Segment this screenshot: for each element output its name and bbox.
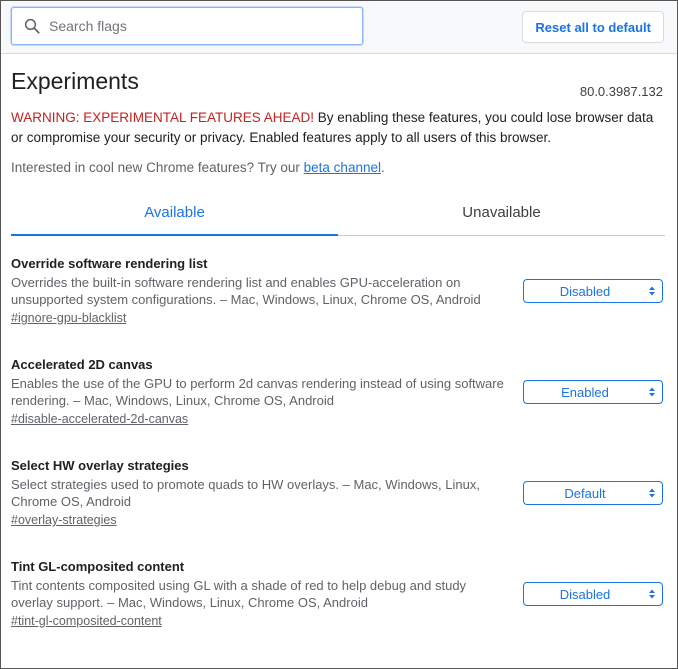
experiment-item — [11, 458, 665, 559]
experiment-description: Overrides the built-in software rendering list and enables GPU-acceleration on unsupported system configurations. – Mac, Windows, Linux, Chrome OS, Android — [11, 275, 481, 307]
experiment-permalink[interactable]: #tint-gl-composited-content — [11, 614, 162, 628]
tab-active-indicator — [11, 234, 338, 236]
updown-arrows-icon — [646, 487, 658, 499]
warning-message — [11, 108, 665, 148]
beta-channel-link[interactable]: beta channel — [303, 160, 381, 175]
beta-promo — [11, 160, 665, 175]
page-title: Experiments — [11, 68, 139, 94]
experiment-item — [11, 256, 665, 357]
warning-body: By enabling these features, you could lose browser data or compromise your security or privacy. Enabled features apply to all users of this browser. — [11, 110, 654, 145]
experiment-description: Select strategies used to promote quads to HW overlays. – Mac, Windows, Linux, Chrome OS, Android — [11, 477, 480, 509]
header-bar — [1, 1, 677, 54]
tab-unavailable[interactable]: Unavailable — [462, 203, 541, 221]
experiment-description: Tint contents composited using GL with a shade of red to help debug and study overlay support. – Mac, Windows, Linux, Chrome OS, Android — [11, 578, 467, 610]
experiment-permalink[interactable]: #overlay-strategies — [11, 513, 117, 527]
search-icon — [23, 17, 41, 35]
experiment-state-select[interactable] — [523, 279, 663, 303]
search-input[interactable] — [47, 17, 341, 35]
experiment-permalink[interactable]: #disable-accelerated-2d-canvas — [11, 412, 189, 426]
experiment-title: Accelerated 2D canvas — [11, 357, 153, 372]
experiment-title: Override software rendering list — [11, 256, 208, 271]
beta-promo-text: Interested in cool new Chrome features? Try our — [11, 160, 304, 175]
experiment-state-select[interactable] — [523, 380, 663, 404]
updown-arrows-icon — [646, 386, 658, 398]
updown-arrows-icon — [646, 285, 658, 297]
beta-promo-suffix: . — [380, 160, 385, 175]
experiment-permalink[interactable]: #ignore-gpu-blacklist — [11, 311, 127, 325]
experiment-item — [11, 559, 665, 660]
reset-all-button[interactable]: Reset all to default — [522, 11, 664, 43]
experiment-title: Tint GL-composited content — [11, 559, 185, 574]
search-box[interactable] — [11, 7, 363, 45]
experiment-description: Enables the use of the GPU to perform 2d canvas rendering instead of using software rendering. – Mac, Windows, Linux, Chrome OS, Android — [11, 376, 504, 408]
select-value: Default — [564, 485, 606, 501]
tab-available[interactable]: Available — [144, 203, 205, 221]
experiment-title: Select HW overlay strategies — [11, 458, 189, 473]
warning-prefix: WARNING: EXPERIMENTAL FEATURES AHEAD! — [11, 110, 315, 125]
select-value: Enabled — [561, 384, 609, 400]
updown-arrows-icon — [646, 588, 658, 600]
experiment-state-select[interactable] — [523, 481, 663, 505]
tab-bar — [11, 189, 665, 237]
experiment-item — [11, 357, 665, 458]
main-content — [1, 54, 677, 660]
version-label: 80.0.3987.132 — [579, 84, 663, 99]
experiment-state-select[interactable] — [523, 582, 663, 606]
select-value: Disabled — [559, 283, 611, 299]
select-value: Disabled — [559, 586, 611, 602]
